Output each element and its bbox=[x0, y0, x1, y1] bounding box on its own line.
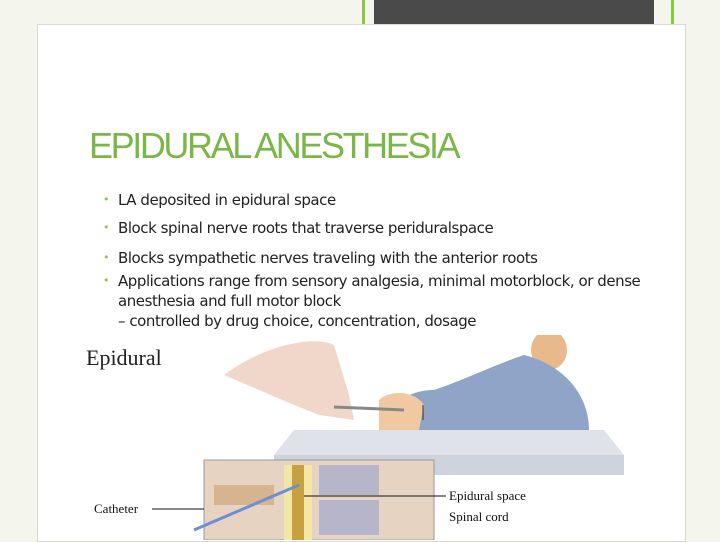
illustration-heading: Epidural bbox=[86, 345, 162, 370]
bullet-icon: • bbox=[103, 251, 110, 264]
spinal-cord bbox=[292, 465, 304, 540]
vertebra-body bbox=[319, 500, 379, 535]
bullet-list bbox=[103, 190, 643, 331]
vertebra-body bbox=[319, 465, 379, 495]
bullet-item bbox=[103, 271, 643, 331]
label-epidural-space: Epidural space bbox=[449, 488, 526, 503]
slide-title: EPIDURAL ANESTHESIA bbox=[89, 125, 459, 166]
spinous-process bbox=[214, 485, 274, 505]
bullet-icon: • bbox=[103, 221, 110, 234]
label-spinal-cord: Spinal cord bbox=[449, 509, 509, 524]
bullet-icon: • bbox=[103, 193, 110, 206]
bullet-item bbox=[103, 218, 643, 238]
table-top bbox=[274, 430, 624, 455]
bullet-text: LA deposited in epidural space bbox=[118, 191, 336, 209]
bullet-item bbox=[103, 248, 643, 268]
patient-back bbox=[379, 393, 424, 430]
bullet-icon: • bbox=[103, 274, 110, 287]
bullet-text: Blocks sympathetic nerves traveling with the anterior roots bbox=[118, 249, 538, 267]
bullet-text: Block spinal nerve roots that traverse periduralspace bbox=[118, 219, 494, 237]
sub-bullet-text: – controlled by drug choice, concentration, dosage bbox=[118, 312, 477, 330]
bullet-text: Applications range from sensory analgesia, minimal motorblock, or dense anesthesia and full motor block bbox=[118, 272, 641, 310]
bullet-item bbox=[103, 190, 643, 210]
label-catheter: Catheter bbox=[94, 501, 139, 516]
epidural-illustration bbox=[84, 335, 644, 540]
